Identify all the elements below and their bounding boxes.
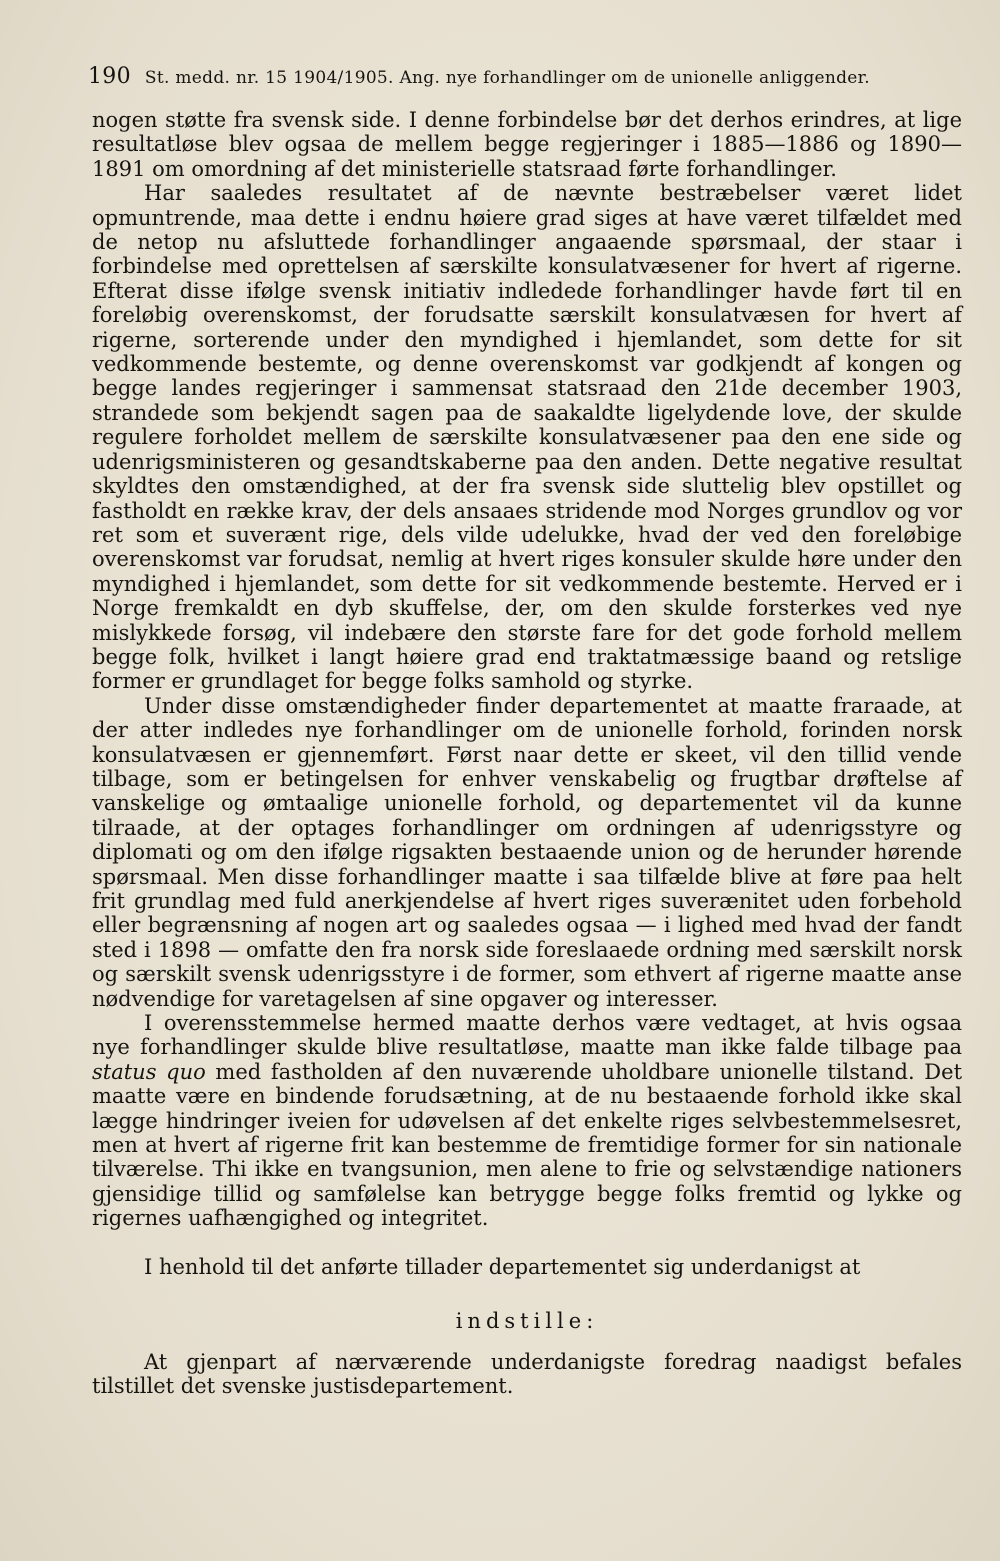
body-text <box>92 108 962 1398</box>
running-header <box>88 64 918 89</box>
paragraph-1: nogen støtte fra svensk side. I denne forbindelse bør det derhos erindres, at lige resultatløse blev ogsaa de mellem begge regjeringer i 1885—1886 og 1890—1891 om omordning af det ministerielle statsraad førte forhandlinger. <box>92 108 962 181</box>
conclusion-heading: indstille: <box>455 1309 599 1334</box>
italic-phrase: status quo <box>92 1059 206 1084</box>
page-number: 190 <box>88 64 131 89</box>
conclusion-lead: I henhold til det anførte tillader departementet sig underdanigst at <box>144 1254 861 1279</box>
paragraph-4 <box>92 1011 962 1231</box>
paragraph-4-part-b: med fastholden af den nuværende uholdbare unionelle tilstand. Det maatte være en bindende forudsætning, at de nu bestaaende forhold ikke skal lægge hindringer iveien for udøvelsen af det enkelte riges selvbestemmelsesret, men at hvert af rigerne frit kan bestemme de fremtidige former for sin nationale tilværelse. Thi ikke en tvangsunion, men alene to frie og selvstændige nationers gjensidige tillid og samfølelse kan betrygge begge folks fremtid og lykke og rigernes uafhængighed og integritet. <box>92 1059 963 1231</box>
conclusion-final: At gjenpart af nærværende underdanigste foredrag naadigst befales tilstillet det svenske justisdepartement. <box>92 1349 962 1398</box>
paragraph-3: Under disse omstændigheder finder departementet at maatte fraraade, at der atter indledes nye forhandlinger om de unionelle forhold, forinden norsk konsulatvæsen er gjennemført. Først naar dette er skeet, vil den tillid vende tilbage, som er betingelsen for enhver venskabelig og frugtbar drøftelse af vanskelige og ømtaalige unionelle forhold, og departementet vil da kunne tilraade, at der optages forhandlinger om ordningen af udenrigsstyre og diplomati og om den ifølge rigsakten bestaaende union og de herunder hørende spørsmaal. Men disse forhandlinger maatte i saa tilfælde blive at føre paa helt frit grundlag med fuld anerkjendelse af hvert riges suverænitet uden forbehold eller begrænsning af nogen art og saaledes ogsaa — i lighed med hvad der fandt sted i 1898 — omfatte den fra norsk side foreslaaede ordning med særskilt norsk og særskilt svensk udenrigsstyre i de former, som ethvert af rigerne maatte anse nødvendige for varetagelsen af sine opgaver og interesser. <box>92 693 962 1011</box>
paragraph-4-part-a: I overensstemmelse hermed maatte derhos være vedtaget, at hvis ogsaa nye forhandlinger skulde blive resultatløse, maatte man ikke falde tilbage paa <box>92 1011 962 1060</box>
running-title: St. medd. nr. 15 1904/1905. Ang. nye forhandlinger om de unionelle anliggender. <box>144 68 870 88</box>
paragraph-2: Har saaledes resultatet af de nævnte bestræbelser været lidet opmuntrende, maa dette i endnu høiere grad siges at have været tilfældet med de netop nu afsluttede forhandlinger angaaende spørsmaal, der staar i forbindelse med oprettelsen af særskilte konsulatvæsener for hvert af rigerne. Efterat disse ifølge svensk initiativ indledede forhandlinger havde ført til en foreløbig overenskomst, der forudsatte særskilt konsulatvæsen for hvert af rigerne, sorterende under den myndighed i hjemlandet, som dette for sit vedkommende bestemte, og denne overenskomst var godkjendt af kongen og begge landes regjeringer i sammensat statsraad den 21de december 1903, strandede som bekjendt sagen paa de saakaldte ligelydende love, der skulde regulere forholdet mellem de særskilte konsulatvæsener paa den ene side og udenrigsministeren og gesandtskaberne paa den anden. Dette negative resultat skyldtes den omstændighed, at der fra svensk side sluttelig blev opstillet og fastholdt en række krav, der dels ansaaes stridende mod Norges grundlov og vor ret som et suverænt rige, dels vilde udelukke, hvad der ved den foreløbige overenskomst var forudsat, nemlig at hvert riges konsuler skulde høre under den myndighed i hjemlandet, som dette for sit vedkommende bestemte. Herved er i Norge fremkaldt en dyb skuffelse, der, om den skulde forsterkes ved nye mislykkede forsøg, vil indebære den største fare for det gode forhold mellem begge folk, hvilket i langt høiere grad end traktatmæssige baand og retslige former er grundlaget for begge folks samhold og styrke. <box>92 181 962 694</box>
